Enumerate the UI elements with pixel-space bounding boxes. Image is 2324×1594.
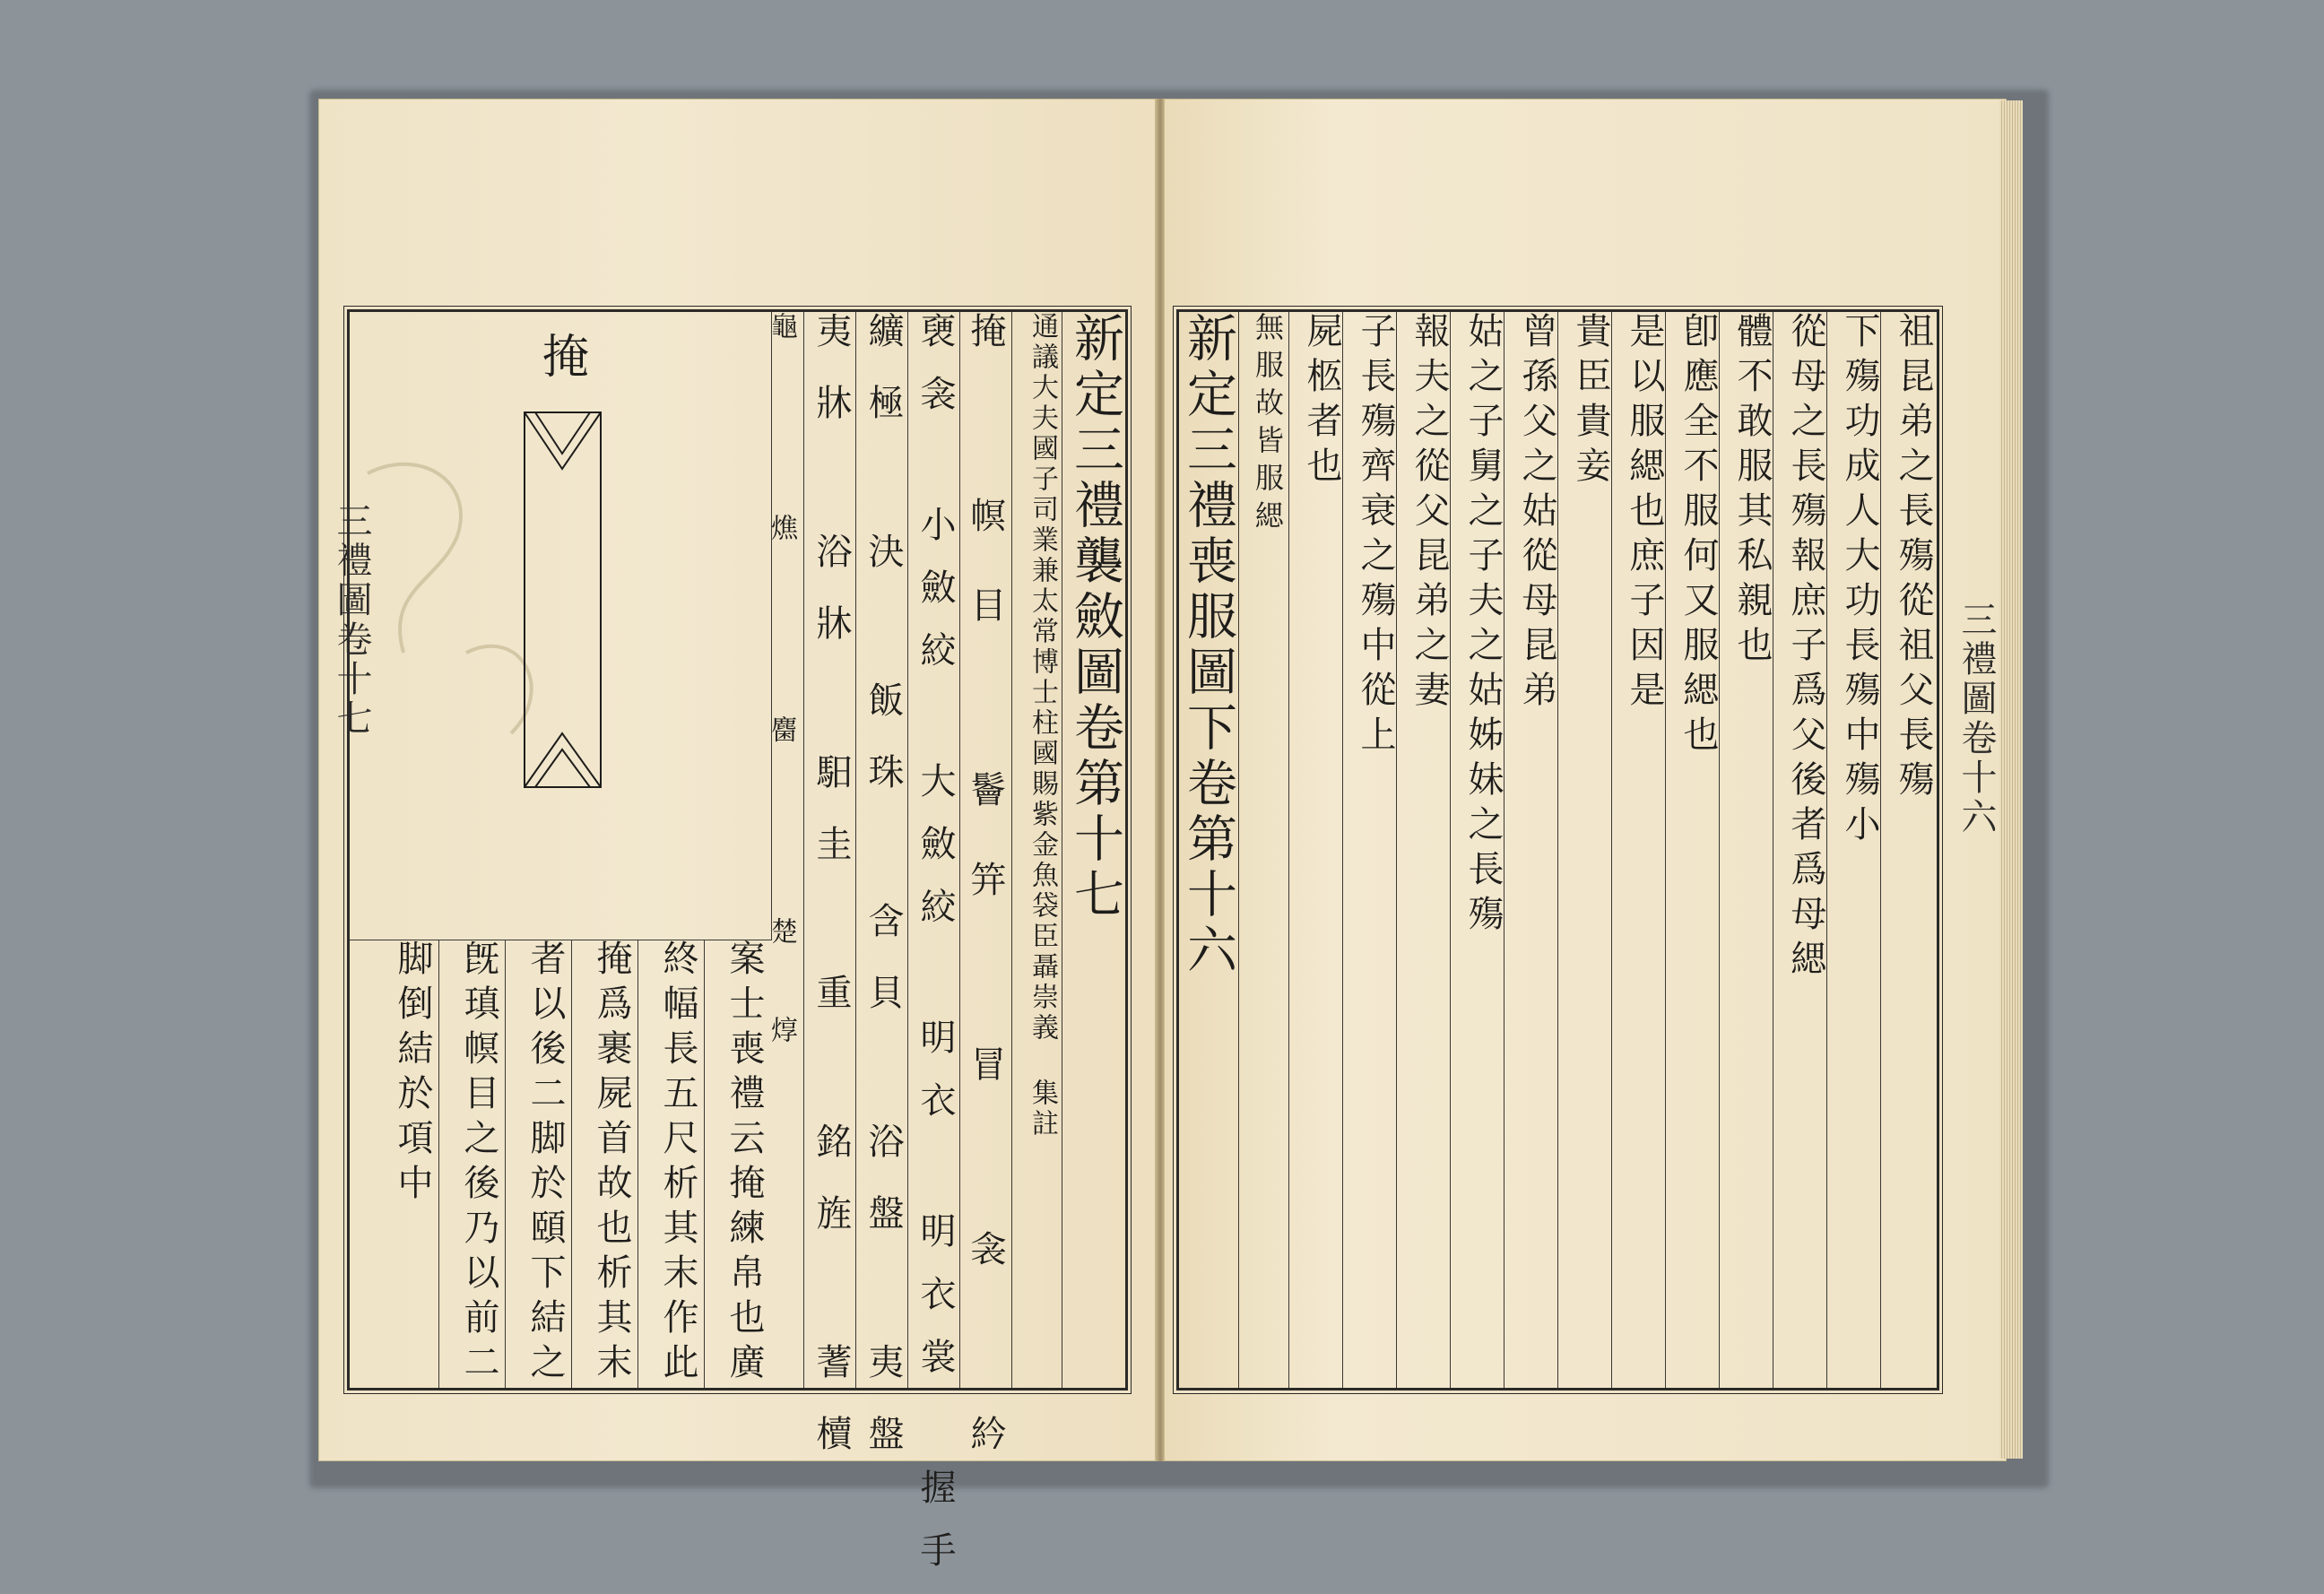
right-col-13: 無服故皆服緦: [1251, 312, 1285, 538]
note-col-4: 者以後二脚於頤下結之: [525, 940, 566, 1388]
right-col-1: 祖昆弟之長殤從祖父長殤: [1893, 312, 1934, 805]
right-side-label: 三禮圖卷十六: [1955, 601, 1997, 837]
right-col-10: 報夫之從父昆弟之妻: [1409, 312, 1450, 715]
note-col-2: 終幅長五尺析其末作此: [657, 940, 698, 1388]
right-col-8: 曾孫父之姑從母昆弟: [1516, 312, 1557, 715]
contents-col-1: 掩 幎目 鬠笄 冒 衾 紟: [965, 312, 1006, 1504]
right-col-3: 從母之長殤報庶子爲父後者爲母緦: [1785, 312, 1826, 984]
contents-col-3: 纊極 決 飯珠 含貝 浴盤 夷盤: [863, 312, 904, 1486]
shroud-illustration: [350, 312, 771, 940]
contents-col-5: 龜 燋 𪊽 楚焞: [766, 312, 797, 1114]
right-volume-title: 新定三禮喪服圖下卷第十六: [1179, 312, 1237, 979]
right-col-11: 子長殤齊衰之殤中從上: [1355, 312, 1396, 760]
note-col-6: 脚倒結於項中: [392, 940, 433, 1208]
figure-label: 掩: [542, 331, 590, 385]
page-edges: [1999, 100, 2023, 1459]
right-col-6: 是以服緦也庶子因是: [1624, 312, 1665, 715]
note-col-1: 案士喪禮云掩練帛也廣: [724, 940, 765, 1388]
right-col-5: 卽應全不服何又服緦也: [1678, 312, 1719, 760]
right-col-4: 體不敢服其私親也: [1731, 312, 1773, 671]
right-col-2: 下殤功成人大功長殤中殤小: [1839, 312, 1880, 850]
contents-col-2: 褏衾 小斂絞 大斂絞 明衣 明衣裳 握手: [915, 312, 956, 1594]
note-col-3: 掩爲裹屍首故也析其末: [591, 940, 632, 1388]
author-line: 通議大夫國子司業兼太常博士柱國賜紫金魚袋臣聶崇義 集註: [1027, 312, 1058, 1139]
figure-notes: [350, 940, 771, 1388]
right-col-12: 屍柩者也: [1301, 312, 1342, 491]
contents-col-4: 夷牀 浴牀 馹圭 重 銘旌 蓍櫝: [811, 312, 852, 1486]
volume-title: 新定三禮襲斂圖卷第十七: [1066, 312, 1124, 923]
right-page-frame: [1176, 309, 1939, 1390]
contents-panel: [766, 312, 1125, 1594]
right-text-block: [1242, 312, 1937, 1388]
left-page: [318, 99, 1157, 1594]
left-side-label: 三禮圖卷十七: [331, 502, 372, 739]
right-col-9: 姑之子舅之子夫之姑姊妹之長殤: [1462, 312, 1504, 940]
right-col-7: 貴臣貴妾: [1570, 312, 1611, 491]
figure-panel: [350, 312, 772, 940]
right-page: [1164, 99, 2007, 1461]
note-col-5: 旣瑱幎目之後乃以前二: [458, 940, 499, 1388]
left-page-frame: [347, 309, 1128, 1594]
